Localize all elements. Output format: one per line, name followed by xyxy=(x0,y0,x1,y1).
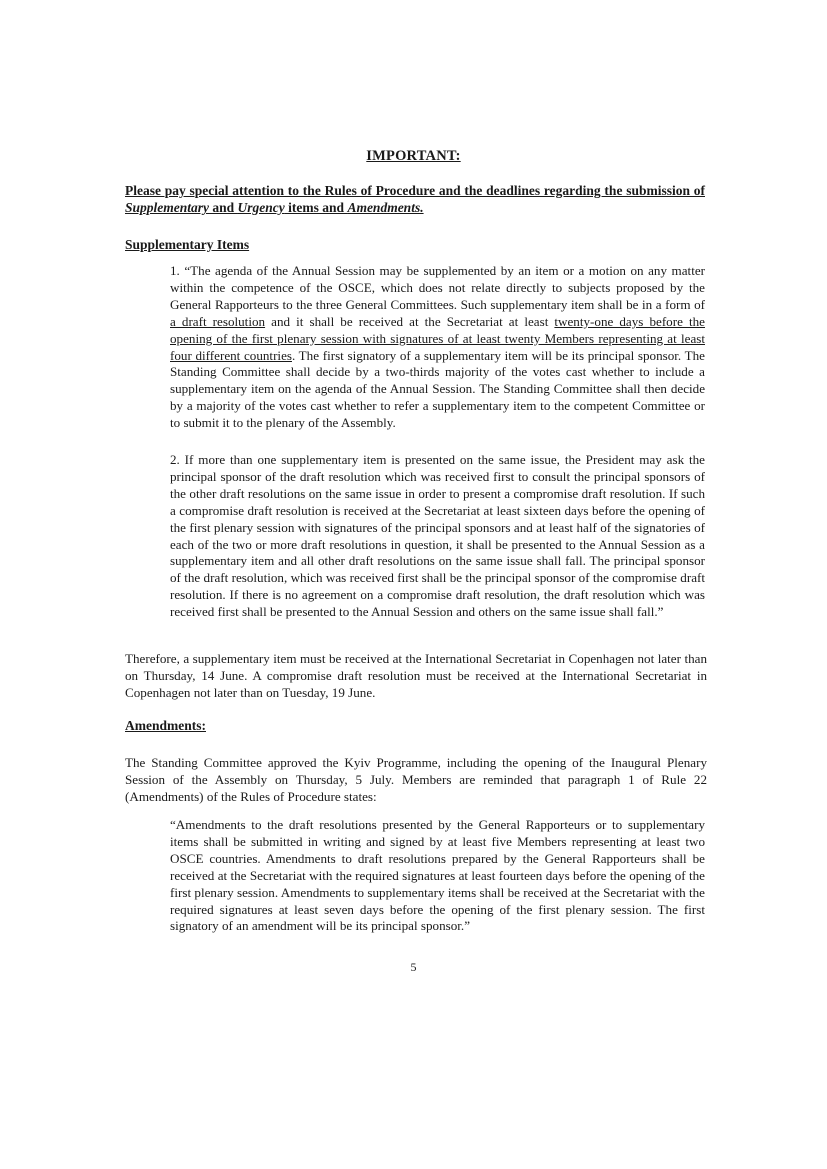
rule1-text-a: 1. “The agenda of the Annual Session may be supplemented by an item or a motion on any matter within the competence of the OSCE, which does not relate directly to subjects proposed by the General Rapporteurs to the three General Committees. Such supplementary item shall be in a form of xyxy=(170,263,705,312)
attention-notice xyxy=(125,182,705,216)
rule-paragraph-1 xyxy=(170,263,705,432)
notice-items-and: items and xyxy=(284,200,348,215)
supplementary-items-title: Supplementary Items xyxy=(125,237,250,252)
page-number: 5 xyxy=(410,960,417,974)
standing-committee-paragraph: The Standing Committee approved the Kyiv Programme, including the opening of the Inaugural Plenary Session of the Assembly on Thursday, 5 July. Members are reminded that paragraph 1 of Rule 22 (Amendments) of the Rules of Procedure states: xyxy=(125,755,707,804)
rule1-underline-draft-resolution: a draft resolution xyxy=(170,313,266,329)
therefore-paragraph: Therefore, a supplementary item must be received at the International Secretariat in Copenhagen not later than on Thursday, 14 June. A compromise draft resolution must be received at the International Secretariat in Copenhagen not later than on Tuesday, 19 June. xyxy=(125,651,707,700)
notice-supplementary: Supplementary xyxy=(125,200,210,215)
notice-and: and xyxy=(209,200,238,215)
amendments-title xyxy=(125,718,206,734)
rule-22-quote: “Amendments to the draft resolutions presented by the General Rapporteurs or to supplementary items shall be submitted in writing and signed by at least five Members representing at least two OSCE countries. Amendments to draft resolutions prepared by the General Rapporteurs shall be received at the Secretariat with the required signatures at least fourteen days before the opening of the first plenary session. Amendments to supplementary items shall be received at the Secretariat with the required signatures at least seven days before the opening of the first plenary session. The first signatory of an amendment will be its principal sponsor.” xyxy=(170,817,705,934)
scan-margin-mark xyxy=(4,660,6,668)
notice-amendments: Amendments. xyxy=(347,200,424,215)
amendments-title-text: Amendments xyxy=(125,718,202,733)
important-heading: IMPORTANT: xyxy=(366,148,461,164)
rule1-underline-deadline: twenty-one days before the opening of the first plenary session with signatures of at least twenty Members representing at least four different countries xyxy=(170,313,705,363)
notice-urgency: Urgency xyxy=(237,200,285,215)
rule1-text-b: and it shall be received at the Secretariat at least xyxy=(265,313,555,329)
amendments-title-colon: : xyxy=(201,718,206,733)
rule-paragraph-2: 2. If more than one supplementary item is presented on the same issue, the President may ask the principal sponsor of the draft resolution which was received first to consult the principal sponsors of the other draft resolutions on the same issue in order to present a compromise draft resolution. If such a compromise draft resolution is received at the Secretariat at least sixteen days before the opening of the first plenary session with signatures of the principal sponsors and at least half of the signatories of each of the two or more draft resolutions in question, it shall be presented to the Annual Session as a supplementary item and all other draft resolutions on the same issue shall fall. The principal sponsor of the draft resolution, which was received first shall be the principal sponsor of the compromise draft resolution. If there is no agreement on a compromise draft resolution, the draft resolution which was received first shall be presented to the Annual Session and others on the same issue shall fall.” xyxy=(170,452,705,620)
notice-text: Please pay special attention to the Rules of Procedure and the deadlines regarding the submission of xyxy=(125,183,705,198)
rule1-text-c: . The first signatory of a supplementary item will be its principal sponsor. The Standing Committee shall decide by a two-thirds majority of the votes cast whether to include a supplementary item on the agenda of the Annual Session. The Standing Committee shall then decide by a majority of the votes cast whether to refer a supplementary item to the competent Committee or to submit it to the plenary of the Assembly. xyxy=(170,347,705,431)
